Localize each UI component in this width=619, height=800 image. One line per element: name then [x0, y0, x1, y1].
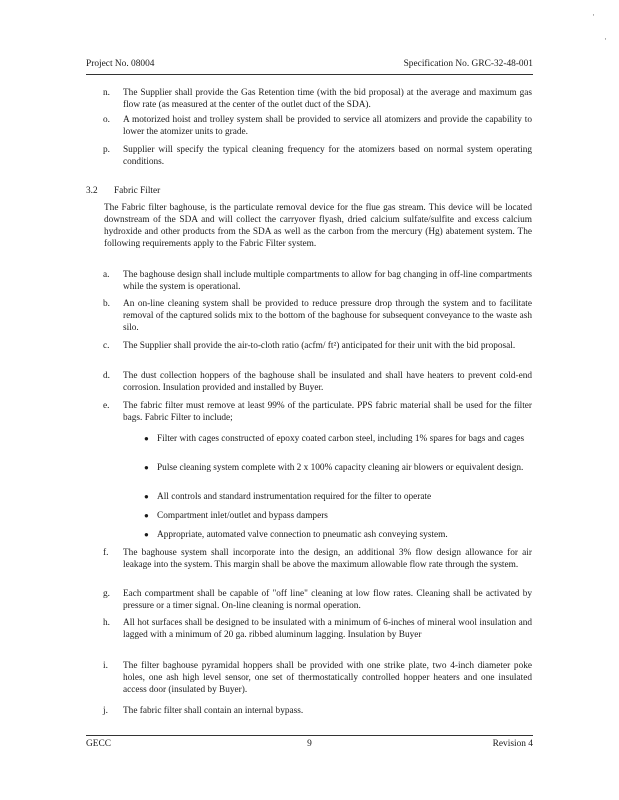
item-label: j.	[103, 706, 108, 716]
list-item	[103, 87, 532, 111]
bullet-item	[144, 491, 530, 503]
bullet-icon: ●	[144, 492, 149, 501]
bullet-text: All controls and standard instrumentation required for the filter to operate	[157, 492, 432, 502]
list-item	[103, 705, 532, 717]
item-text: The filter baghouse pyramidal hoppers shall be provided with one strike plate, two 4-inch diameter poke holes, one ash high level sensor, one set of thermostatically controlled hopper heaters and one insulated access door (insulated by Buyer).	[123, 661, 532, 695]
project-number: Project No. 08004	[86, 59, 155, 69]
item-label: g.	[103, 589, 110, 599]
item-label: a.	[103, 270, 110, 280]
scan-speck: ·	[604, 34, 607, 44]
specification-number: Specification No. GRC-32-48-001	[403, 59, 533, 69]
item-label: e.	[103, 401, 110, 411]
item-text: Each compartment shall be capable of "off line" cleaning at low flow rates. Cleaning shall be activated by pressure or a timer signal. On-line cleaning is normal operation.	[123, 589, 532, 611]
bullet-text: Appropriate, automated valve connection to pneumatic ash conveying system.	[157, 530, 448, 540]
bullet-item	[144, 510, 530, 522]
item-text: The Supplier shall provide the Gas Retention time (with the bid proposal) at the average and maximum gas flow rate (as measured at the center of the outlet duct of the SDA).	[123, 88, 532, 110]
item-label: i.	[103, 661, 108, 671]
item-text: A motorized hoist and trolley system shall be provided to service all atomizers and provide the capability to lower the atomizer units to grade.	[123, 115, 532, 137]
item-label: c.	[103, 341, 110, 351]
item-label: h.	[103, 618, 110, 628]
bullet-item	[144, 433, 530, 445]
list-item	[103, 340, 532, 352]
bullet-text: Filter with cages constructed of epoxy coated carbon steel, including 1% spares for bags and cages	[157, 434, 525, 444]
bullet-text: Pulse cleaning system complete with 2 x 100% capacity cleaning air blowers or equivalent design.	[157, 463, 524, 473]
list-item	[103, 114, 532, 138]
section-number: 3.2	[86, 186, 98, 196]
item-text: The dust collection hoppers of the baghouse shall be insulated and shall have heaters to prevent cold-end corrosion. Insulation provided and installed by Buyer.	[123, 371, 532, 393]
section-title: Fabric Filter	[114, 186, 161, 196]
footer-rule	[86, 735, 533, 736]
list-item	[103, 298, 532, 334]
header-rule	[86, 74, 533, 75]
bullet-icon: ●	[144, 434, 149, 443]
list-item	[103, 588, 532, 612]
scan-speck: ·	[592, 10, 595, 20]
bullet-item	[144, 462, 530, 474]
item-text: An on-line cleaning system shall be provided to reduce pressure drop through the system and to facilitate removal of the captured solids mix to the bottom of the baghouse for subsequent conveyance to the waste ash silo.	[123, 299, 532, 333]
list-item	[103, 617, 532, 641]
item-label: d.	[103, 371, 110, 381]
bullet-text: Compartment inlet/outlet and bypass dampers	[157, 511, 328, 521]
section-intro: The Fabric filter baghouse, is the particulate removal device for the flue gas stream. This device will be located downstream of the SDA and will collect the carryover flyash, dried calcium sulfate/sulfite and excess calcium hydroxide and other products from the SDA as well as the carbon from the mercury (Hg) abatement system. The following requirements apply to the Fabric Filter system.	[104, 203, 532, 249]
item-label: p.	[103, 145, 110, 155]
item-label: o.	[103, 115, 110, 125]
list-item	[103, 269, 532, 293]
item-label: f.	[103, 548, 109, 558]
item-text: The fabric filter must remove at least 99% of the particulate. PPS fabric material shall be used for the filter bags. Fabric Filter to include;	[123, 401, 532, 423]
item-text: All hot surfaces shall be designed to be insulated with a minimum of 6-inches of mineral wool insulation and lagged with a minimum of 20 ga. ribbed aluminum lagging. Insulation by Buyer	[123, 618, 532, 640]
item-label: n.	[103, 88, 110, 98]
page-number: 9	[307, 739, 312, 749]
bullet-icon: ●	[144, 511, 149, 520]
page-footer	[86, 739, 533, 753]
item-text: The baghouse system shall incorporate into the design, an additional 3% flow design allowance for air leakage into the system. This margin shall be above the maximum allowable flow rate through the system.	[123, 548, 532, 570]
item-label: b.	[103, 299, 110, 309]
item-text: The Supplier shall provide the air-to-cloth ratio (acfm/ ft²) anticipated for their unit with the bid proposal.	[123, 341, 516, 351]
revision: Revision 4	[492, 739, 533, 749]
item-text: Supplier will specify the typical cleaning frequency for the atomizers based on normal system operating conditions.	[123, 145, 532, 167]
list-item	[103, 370, 532, 394]
item-text: The fabric filter shall contain an internal bypass.	[123, 706, 304, 716]
bullet-icon: ●	[144, 463, 149, 472]
bullet-item	[144, 529, 530, 541]
list-item	[103, 400, 532, 424]
item-text: The baghouse design shall include multiple compartments to allow for bag changing in off-line compartments while the system is operational.	[123, 270, 532, 292]
list-item	[103, 660, 532, 696]
list-item	[103, 144, 532, 168]
bullet-icon: ●	[144, 530, 149, 539]
page-header	[86, 59, 533, 75]
list-item	[103, 547, 532, 571]
footer-org: GECC	[86, 739, 112, 749]
